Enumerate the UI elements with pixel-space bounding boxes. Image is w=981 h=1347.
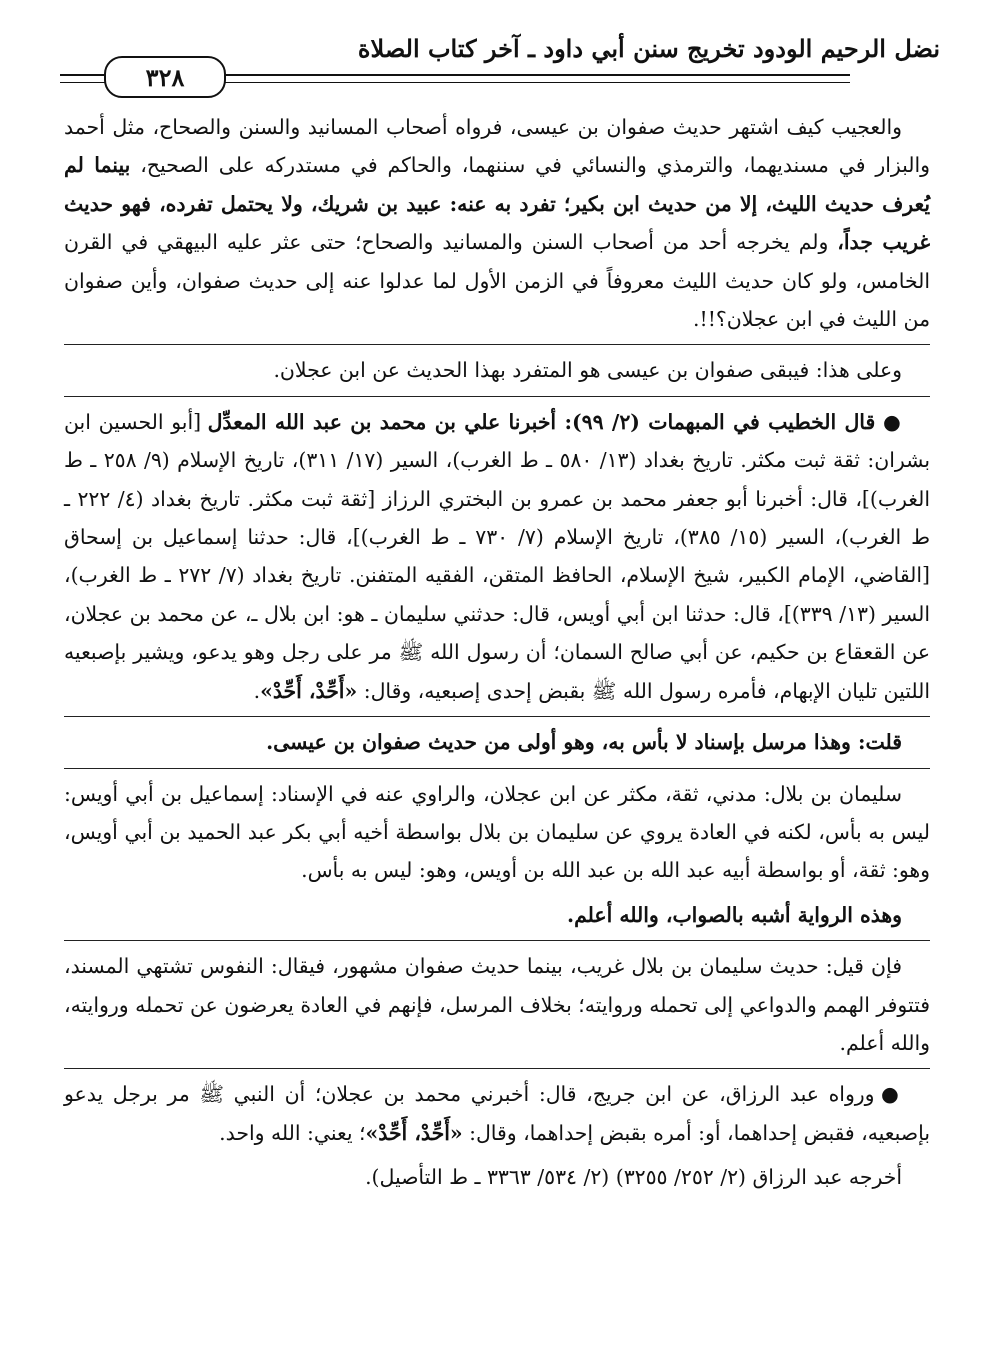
paragraph xyxy=(64,403,930,710)
text: [أبو الحسين ابن بشران: ثقة ثبت مكثر. تاريخ بغداد (١٣/ ٥٨٠ ـ ط الغرب)، السير (١٧/ ٣١١)، تاريخ الإسلام (٩/ ٢٥٨ ـ ط الغرب)]، قال: أخبرنا أبو جعفر محمد بن عمرو بن البختري الرزاز [ثقة ثبت مكثر. تاريخ بغداد (٤/ ٢٢٢ ـ ط الغرب)، السير (١٥/ ٣٨٥)، تاريخ الإسلام (٧/ ٧٣٠ ـ ط الغرب)]، قال: حدثنا إسماعيل بن إسحاق [القاضي، الإمام الكبير، شيخ الإسلام، الحافظ المتقن، الفقيه المتفنن. تاريخ بغداد (٧/ ٢٧٢ ـ ط الغرب)، السير (١٣/ ٣٣٩)]، قال: حدثنا ابن أبي أويس، قال: حدثني سليمان ـ هو: ابن بلال ـ، عن محمد بن عجلان، عن القعقاع بن حكيم، عن أبي صالح السمان؛ أن رسول الله ﷺ مر على رجل وهو يدعو، ويشير بإصبعيه اللتين تليان الإبهام، فأمره رسول الله ﷺ بقبض إحدى إصبعيه، وقال: xyxy=(64,409,931,703)
text: ورواه عبد الرزاق، عن ابن جريج، قال: أخبرني محمد بن عجلان؛ أن النبي ﷺ مر برجل يدعو بإصبعيه، فقبض إحداهما، أو: أمره بقبض إحداهما، وقال: xyxy=(64,1082,930,1145)
divider xyxy=(64,1068,930,1069)
divider xyxy=(64,768,930,769)
text: ؛ يعني: الله واحد. xyxy=(219,1120,366,1145)
hadith-quote: «أَحِّدْ، أَحِّدْ» xyxy=(365,1120,463,1145)
bullet-icon: ● xyxy=(882,409,903,434)
divider xyxy=(64,716,930,717)
divider xyxy=(64,396,930,397)
bold-text: بينما لم يُعرف حديث الليث، إلا من حديث ابن بكير؛ تفرد به عنه: عبيد بن شريك، ولا يحتمل تفرده، فهو حديث غريب جداً، xyxy=(64,153,930,255)
paragraph: وعلى هذا: فيبقى صفوان بن عيسى هو المتفرد بهذا الحديث عن ابن عجلان. xyxy=(273,358,902,383)
page-header xyxy=(60,22,940,92)
page-body xyxy=(64,108,930,1203)
paragraph xyxy=(64,1075,930,1152)
bold-text: قال الخطيب في المبهمات (٢/ ٩٩): أخبرنا علي بن محمد بن عبد الله المعدِّل xyxy=(207,409,876,434)
paragraph: سليمان بن بلال: مدني، ثقة، مكثر عن ابن عجلان، والراوي عنه في الإسناد: إسماعيل بن أبي أويس: ليس به بأس، لكنه في العادة يروي عن سليمان بن بلال بواسطة أخيه أبي بكر عبد الحميد بن أبي أويس، وهو: ثقة، أو بواسطة أبيه عبد الله بن عبد الله بن أويس، وهو: ليس به بأس. xyxy=(64,781,930,883)
paragraph: وهذه الرواية أشبه بالصواب، والله أعلم. xyxy=(567,902,902,927)
divider xyxy=(64,344,930,345)
hadith-quote: «أَحِّدْ، أَحِّدْ» xyxy=(260,678,358,703)
divider xyxy=(64,940,930,941)
text: والعجيب كيف اشتهر حديث صفوان بن عيسى، فرواه أصحاب المسانيد والسنن والصحاح، مثل أحمد والبزار في مسنديهما، والترمذي والنسائي في سننهما، والحاكم في مستدركه على الصحيح، xyxy=(64,115,930,178)
text: . xyxy=(253,678,261,703)
text: ولم يخرجه أحد من أصحاب السنن والمسانيد والصحاح؛ حتى عثر عليه البيهقي في القرن الخامس، ولو كان حديث الليث معروفاً في الزمن الأول لما عدلوا عنه إلى حديث صفوان، وأين صفوان من الليث في ابن عجلان؟!!. xyxy=(64,230,930,332)
running-title: نضل الرحيم الودود تخريج سنن أبي داود ـ آخر كتاب الصلاة xyxy=(357,34,940,63)
paragraph xyxy=(64,108,930,338)
bullet-icon: ● xyxy=(880,1082,903,1107)
page-number-badge: ٣٢٨ xyxy=(104,56,226,98)
paragraph: فإن قيل: حديث سليمان بن بلال غريب، بينما حديث صفوان مشهور، فيقال: النفوس تشتهي المسند، فتتوفر الهمم والدواعي إلى تحمله وروايته؛ بخلاف المرسل، فإنهم في العادة يعرضون عن تحمله وروايته، والله أعلم. xyxy=(64,954,930,1055)
paragraph: أخرجه عبد الرزاق (٢/ ٢٥٢/ ٣٢٥٥) (٢/ ٥٣٤/ ٣٣٦٣ ـ ط التأصيل). xyxy=(365,1165,902,1190)
paragraph: قلت: وهذا مرسل بإسناد لا بأس به، وهو أولى من حديث صفوان بن عيسى. xyxy=(266,730,902,755)
